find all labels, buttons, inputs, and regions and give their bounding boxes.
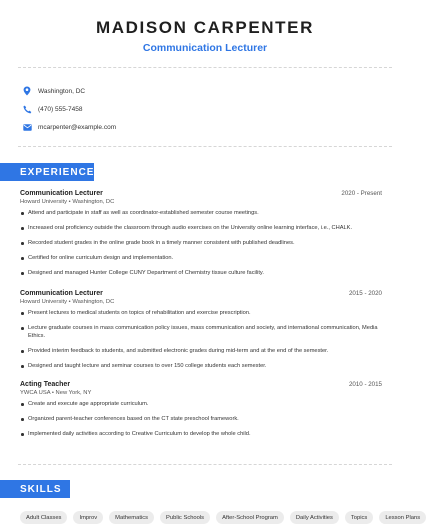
- job-bullet: Designed and managed Hunter College CUNY Department of Chemistry tissue culture facility.: [20, 269, 382, 277]
- skill-chip: Adult Classes: [20, 511, 67, 524]
- skill-chip: Lesson Plans: [379, 511, 426, 524]
- job-bullet: Increased oral proficiency outside the classroom through audio exercises on the University online learning interface, i.e., CHALK.: [20, 224, 382, 232]
- job-location: New York, NY: [55, 390, 92, 396]
- contact-phone-text: (470) 555-7458: [38, 105, 83, 113]
- envelope-icon: [20, 120, 34, 134]
- job-location: Washington, DC: [72, 199, 115, 205]
- skill-chip: After-School Program: [216, 511, 284, 524]
- skills-heading: SKILLS: [0, 480, 70, 498]
- job-employer: Howard University • Washington, DC: [20, 199, 115, 205]
- resume-header: [0, 18, 410, 54]
- phone-icon: [20, 102, 34, 116]
- contact-divider: [18, 146, 392, 147]
- job-bullet: Present lectures to medical students on topics of rehabilitation and exercise prescription.: [20, 309, 382, 317]
- job-employer: YWCA USA • New York, NY: [20, 390, 92, 396]
- map-pin-icon: [20, 84, 34, 98]
- job-title: Communication Lecturer: [20, 190, 103, 197]
- job-bullets: [20, 400, 382, 438]
- job-bullets: [20, 209, 382, 277]
- experience-entry-2: [20, 290, 382, 370]
- job-employer: Howard University • Washington, DC: [20, 299, 115, 305]
- contact-email-text: mcarpenter@example.com: [38, 123, 117, 131]
- candidate-title: Communication Lecturer: [142, 42, 268, 54]
- contact-phone: [20, 100, 390, 118]
- job-dates: 2015 - 2020: [348, 290, 382, 297]
- skill-chip: Topics: [345, 511, 373, 524]
- experience-entry-1: [20, 190, 382, 277]
- job-bullet: Provided interim feedback to students, and submitted electronic grades during mid-term and at the end of the semester.: [20, 347, 382, 355]
- job-bullet: Implemented daily activities according to Creative Curriculum to develop the whole child.: [20, 430, 382, 438]
- experience-divider: [18, 464, 392, 465]
- job-title: Communication Lecturer: [20, 290, 103, 297]
- job-org: Howard University: [20, 299, 68, 305]
- candidate-name: MADISON CARPENTER: [96, 18, 314, 37]
- experience-heading: EXPERIENCE: [0, 163, 94, 181]
- experience-entry-3: [20, 381, 382, 438]
- job-bullet: Attend and participate in staff as well as coordinator-established semester course meetings.: [20, 209, 382, 217]
- job-dates: 2020 - Present: [341, 190, 382, 197]
- job-bullet: Certified for online curriculum design and implementation.: [20, 254, 382, 262]
- skill-chip: Improv: [73, 511, 103, 524]
- job-dates: 2010 - 2015: [348, 381, 382, 388]
- job-title: Acting Teacher: [20, 381, 71, 388]
- job-org: YWCA USA: [20, 390, 51, 396]
- job-org: Howard University: [20, 199, 68, 205]
- contact-location: [20, 82, 390, 100]
- skill-chip: Daily Activities: [290, 511, 339, 524]
- job-bullet: Organized parent-teacher conferences based on the CT state preschool framework.: [20, 415, 382, 423]
- contact-location-text: Washington, DC: [38, 87, 86, 95]
- skill-chip: Public Schools: [160, 511, 210, 524]
- job-bullet: Recorded student grades in the online grade book in a timely manner consistent with published deadlines.: [20, 239, 382, 247]
- skill-chip: Mathematics: [109, 511, 154, 524]
- header-divider: [18, 67, 392, 68]
- job-bullets: [20, 309, 382, 370]
- job-bullet: Lecture graduate courses in mass communication policy issues, mass communication and society, and international communication, Media Ethics.: [20, 324, 382, 340]
- job-bullet: Designed and taught lecture and seminar courses to over 150 college students each semester.: [20, 362, 382, 370]
- skills-list: [20, 511, 421, 524]
- job-bullet: Create and execute age appropriate curriculum.: [20, 400, 382, 408]
- contact-email: [20, 118, 390, 136]
- job-location: Washington, DC: [72, 299, 115, 305]
- contact-block: [20, 82, 390, 136]
